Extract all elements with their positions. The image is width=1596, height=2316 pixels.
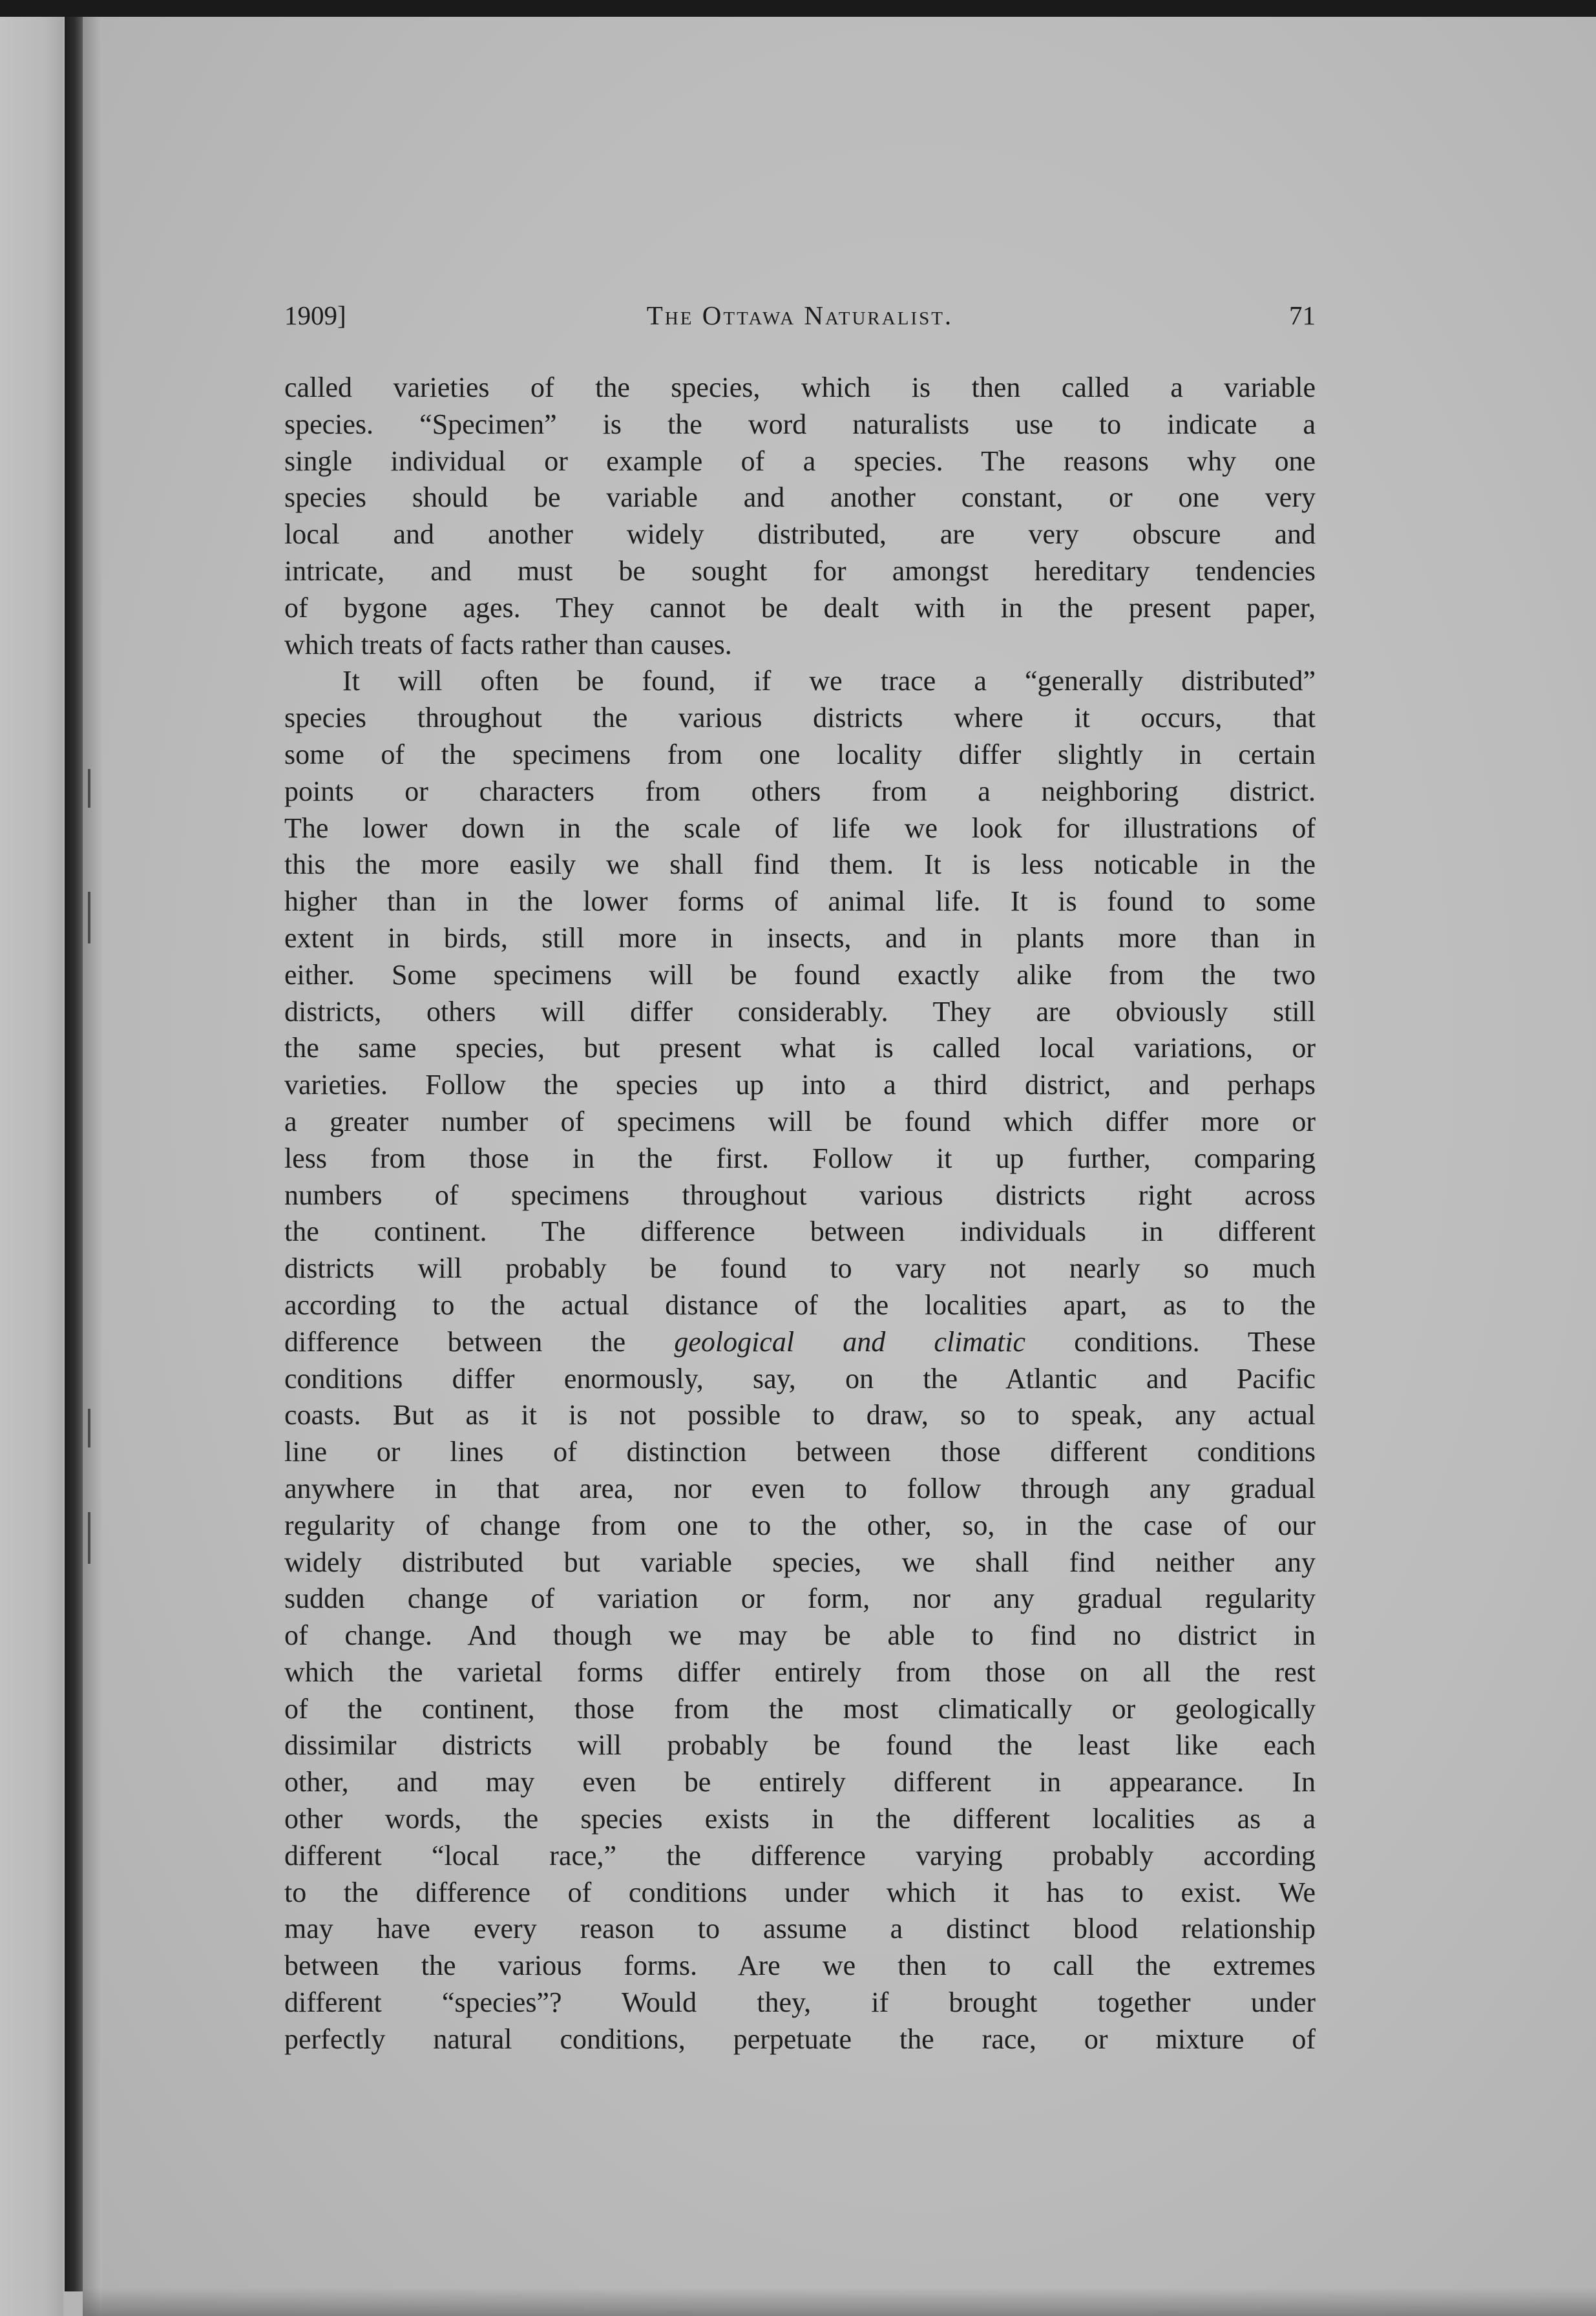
text-line: which treats of facts rather than causes.: [284, 628, 732, 660]
text-line: dissimilar districts will probably be found the least like each: [284, 1729, 1316, 1762]
text-line: perfectly natural conditions, perpetuate the race, or mixture of: [284, 2023, 1316, 2055]
text-line: widely distributed but variable species, we shall find neither any: [284, 1546, 1316, 1578]
text-line: of change. And though we may be able to find no district in: [284, 1619, 1316, 1652]
text-line: species throughout the various districts where it occurs, that: [284, 702, 1316, 734]
text-line: species should be variable and another constant, or one very: [284, 481, 1316, 514]
margin-mark: [88, 1409, 90, 1448]
text-line: coasts. But as it is not possible to draw, so to speak, any actual: [284, 1399, 1316, 1431]
scan-left-margin: [0, 17, 63, 2316]
text-line: The lower down in the scale of life we look for illustrations of: [284, 812, 1316, 844]
text-line: of bygone ages. They cannot be dealt with in the present paper,: [284, 591, 1316, 624]
text-line: different “species”? Would they, if brought together under: [284, 1986, 1316, 2019]
text-segment: difference between the: [284, 1325, 675, 1358]
text-line: different “local race,” the difference varying probably according: [284, 1839, 1316, 1871]
text-line: called varieties of the species, which is then called a variable: [284, 372, 1316, 403]
text-line: according to the actual distance of the localities apart, as to the: [284, 1289, 1316, 1321]
text-line: the continent. The difference between individuals in different: [284, 1216, 1316, 1248]
text-line: [284, 1324, 1316, 1361]
text-line: It will often be found, if we trace a “generally distributed”: [342, 665, 1316, 697]
text-line: less from those in the first. Follow it up further, comparing: [284, 1142, 1316, 1174]
text-line: line or lines of distinction between those different conditions: [284, 1436, 1316, 1468]
text-line: regularity of change from one to the other, so, in the case of our: [284, 1509, 1316, 1541]
text-line: districts, others will differ considerably. They are obviously still: [284, 995, 1316, 1027]
text-line: the same species, but present what is called local variations, or: [284, 1032, 1316, 1064]
text-line: conditions differ enormously, say, on the Atlantic and Pacific: [284, 1362, 1316, 1395]
text-line: extent in birds, still more in insects, and in plants more than in: [284, 921, 1316, 954]
text-line: intricate, and must be sought for amongst hereditary tendencies: [284, 554, 1316, 587]
journal-title: The Ottawa Naturalist.: [646, 300, 954, 330]
page-bottom-shadow: [83, 2288, 1596, 2316]
text-line: anywhere in that area, nor even to follow through any gradual: [284, 1472, 1316, 1504]
text-line: sudden change of variation or form, nor any gradual regularity: [284, 1583, 1316, 1615]
text-line: to the difference of conditions under which it has to exist. We: [284, 1876, 1316, 1908]
page-number: 71: [1289, 300, 1316, 330]
text-line: between the various forms. Are we then to call the extremes: [284, 1950, 1316, 1982]
text-line: single individual or example of a species. The reasons why one: [284, 445, 1316, 477]
text-line: numbers of specimens throughout various districts right across: [284, 1179, 1316, 1211]
text-line: of the continent, those from the most climatically or geologically: [284, 1692, 1316, 1725]
text-line: either. Some specimens will be found exactly alike from the two: [284, 958, 1316, 991]
text-line: other words, the species exists in the different localities as a: [284, 1803, 1316, 1835]
binding-shadow: [83, 17, 102, 2316]
text-segment: conditions. These: [1025, 1325, 1316, 1358]
text-line: higher than in the lower forms of animal life. It is found to some: [284, 885, 1316, 918]
scan-top-edge: [0, 0, 1596, 17]
text-line: districts will probably be found to vary not nearly so much: [284, 1252, 1316, 1285]
text-line: some of the specimens from one locality differ slightly in certain: [284, 738, 1316, 770]
text-line: varieties. Follow the species up into a third district, and perhaps: [284, 1069, 1316, 1101]
header-year: 1909]: [284, 300, 346, 330]
text-line: points or characters from others from a neighboring district.: [284, 775, 1316, 807]
text-line: may have every reason to assume a distinct blood relationship: [284, 1913, 1316, 1945]
running-header: [284, 296, 1316, 335]
margin-mark: [88, 1512, 90, 1564]
text-line: a greater number of specimens will be found which differ more or: [284, 1105, 1316, 1137]
text-line: local and another widely distributed, are very obscure and: [284, 518, 1316, 551]
text-line: species. “Specimen” is the word naturalists use to indicate a: [284, 408, 1316, 440]
margin-mark: [88, 892, 90, 943]
italic-emphasis: geological and climatic: [674, 1325, 1026, 1358]
body-text: [284, 370, 1316, 2058]
text-line: which the varietal forms differ entirely from those on all the rest: [284, 1656, 1316, 1688]
margin-mark: [88, 769, 90, 808]
text-line: other, and may even be entirely different in appearance. In: [284, 1766, 1316, 1798]
text-line: this the more easily we shall find them. It is less noticable in the: [284, 848, 1316, 881]
binding-line: [65, 17, 83, 2291]
